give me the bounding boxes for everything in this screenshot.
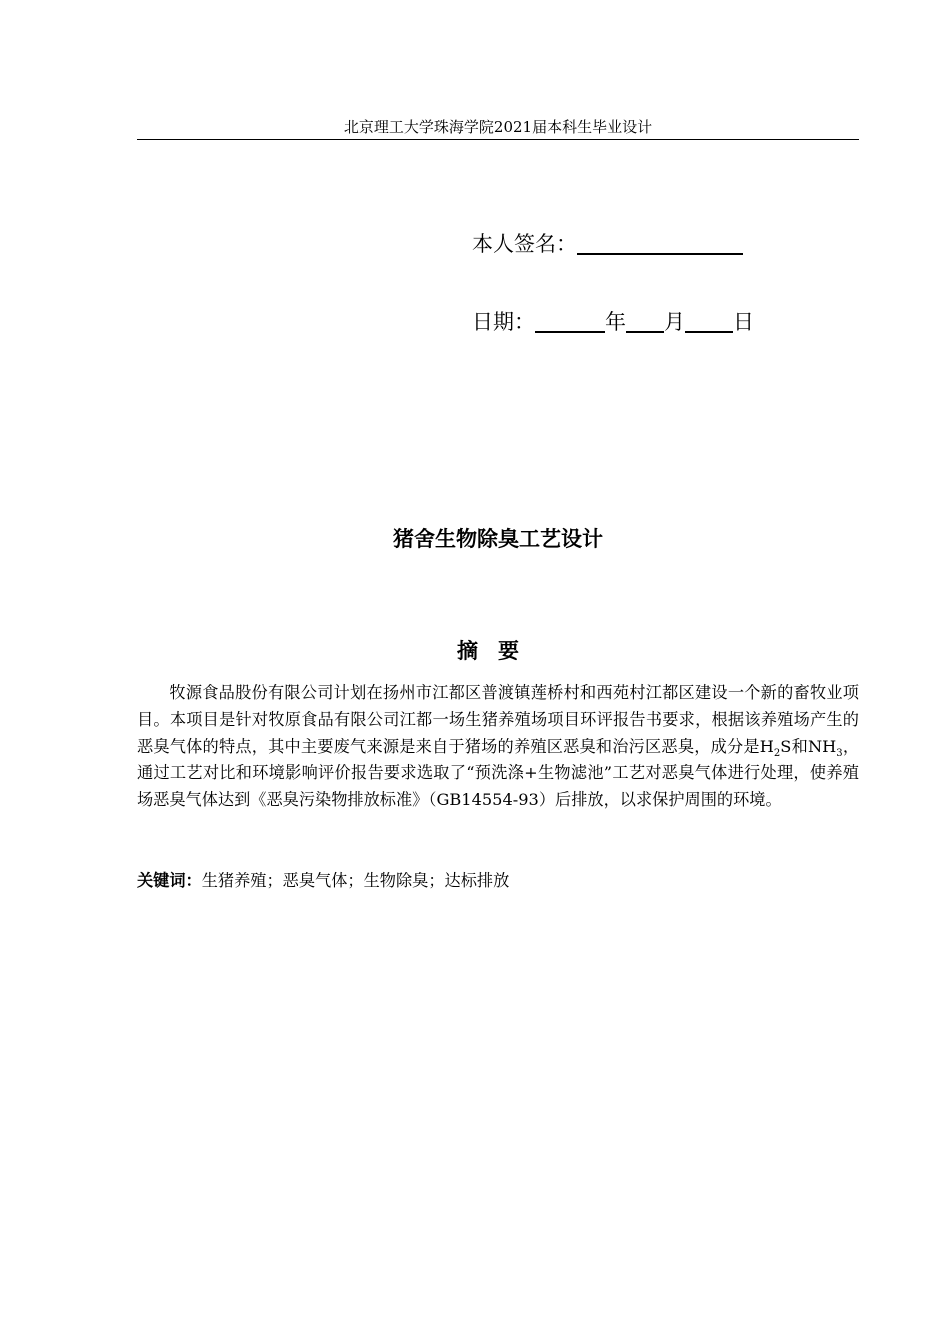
nh3-subscript: 3 bbox=[836, 747, 843, 759]
day-label: 日 bbox=[733, 310, 754, 334]
h2s-s: S bbox=[780, 736, 792, 756]
date-line bbox=[472, 307, 754, 337]
abstract-heading: 摘要 bbox=[457, 639, 539, 663]
h2s-h: H bbox=[759, 736, 774, 756]
and-word: 和 bbox=[791, 736, 808, 756]
abstract-body bbox=[137, 680, 859, 814]
signature-line bbox=[472, 229, 743, 259]
day-blank bbox=[685, 307, 733, 333]
nh3-nh: NH bbox=[807, 736, 837, 756]
h2s-subscript: 2 bbox=[773, 747, 781, 759]
signature-blank bbox=[577, 229, 743, 255]
keywords-line bbox=[137, 868, 859, 894]
signature-label: 本人签名： bbox=[472, 232, 577, 256]
abstract-text-part1: 牧源食品股份有限公司计划在扬州市江都区普渡镇莲桥村和西苑村江都区建设一个新的畜牧业项目。本项目是针对牧原食品有限公司江都一场生猪养殖场项目环评报告书要求，根据该养殖场产生的恶臭气体的特点，其中主要废气来源是来自于猪场的养殖区恶臭和治污区恶臭，成分是 bbox=[137, 683, 859, 756]
abstract-text-part2: ，通过工艺对比和环境影响评价报告要求选取了“预洗涤+生物滤池”工艺对恶臭气体进行处理，使养殖场恶臭气体达到《恶臭污染物排放标准》（GB14554-93）后排放，以求保护周围的环境。 bbox=[137, 736, 860, 810]
page-header bbox=[137, 117, 859, 140]
year-blank bbox=[535, 307, 605, 333]
keywords-items: 生猪养殖；恶臭气体；生物除臭；达标排放 bbox=[201, 871, 510, 890]
year-label: 年 bbox=[605, 310, 626, 334]
keywords-label: 关键词： bbox=[137, 871, 202, 890]
month-label: 月 bbox=[664, 310, 685, 334]
header-text: 北京理工大学珠海学院2021届本科生毕业设计 bbox=[343, 118, 653, 136]
document-title: 猪舍生物除臭工艺设计 bbox=[393, 527, 603, 551]
month-blank bbox=[626, 307, 664, 333]
date-label: 日期： bbox=[472, 310, 535, 334]
